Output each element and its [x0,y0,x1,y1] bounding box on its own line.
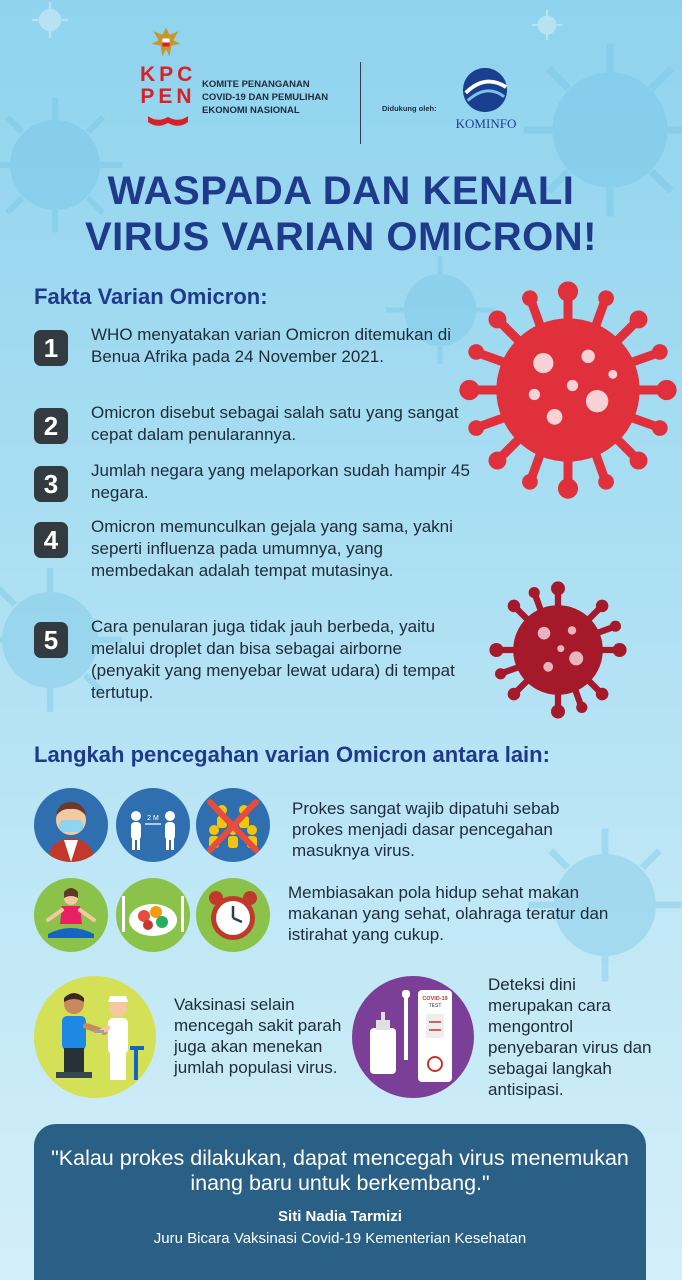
header-divider [360,62,361,144]
crowd-circle [196,788,270,862]
kpcpen-logo [140,64,196,138]
page-title [0,168,682,260]
vaccination-icon [34,976,156,1098]
rest-circle [196,878,270,952]
distance-circle [116,788,190,862]
prokes-text: Prokes sangat wajib dipatuhi sebab prokes menjadi dasar pencegahan masuknya virus. [292,799,560,860]
fact-number-badge: 4 [34,522,68,558]
dark-red-virus-icon [488,580,628,720]
kpcpen-logo-text [140,64,196,108]
support-label: Didukung oleh: [382,104,437,113]
fact-text: Cara penularan juga tidak jauh berbeda, yaitu melalui droplet dan bisa sebagai airborne (penyakit yang menyebar lewat udara) di tempat tertutup. [91,617,455,702]
facts-heading: Fakta Varian Omicron: [34,284,268,309]
fact-number-badge: 2 [34,408,68,444]
title-line-2: VIRUS VARIAN OMICRON! [85,215,597,259]
quote-text: "Kalau prokes dilakukan, dapat mencegah virus menemukan inang baru untuk berkembang." [51,1146,629,1195]
vaccination-text: Vaksinasi selain mencegah sakit parah juga akan menekan jumlah populasi virus. [174,995,342,1077]
test-circle [352,976,474,1098]
kominfo-label: KOMINFO [455,116,517,131]
quote-role: Juru Bicara Vaksinasi Covid-19 Kementerian Kesehatan [153,1230,527,1247]
header [0,20,682,130]
title-line-1: WASPADA DAN KENALI [107,169,575,213]
test-kit-label: COVID-19 [422,996,448,1002]
quote-box [34,1124,646,1280]
fact-text: Omicron memunculkan gejala yang sama, yakni seperti influenza pada umumnya, yang membedakan adalah tempat mutasinya. [91,517,453,580]
fact-number-badge: 5 [34,622,68,658]
yoga-icon [34,878,108,952]
covid-test-kit-icon [352,976,474,1098]
yoga-circle [34,878,108,952]
healthy-food-icon [116,878,190,952]
quote-author: Siti Nadia Tarmizi [278,1208,402,1225]
social-distance-icon [116,788,190,862]
garuda-emblem-icon [148,24,184,60]
kpcpen-letters-bottom: PEN [140,85,196,108]
healthy-lifestyle-text: Membiasakan pola hidup sehat makan makanan yang sehat, olahraga teratur dan istirahat yang cukup. [288,883,609,944]
alarm-clock-icon [196,878,270,952]
face-mask-icon [34,788,108,862]
committee-name: KOMITE PENANGANAN COVID-19 DAN PEMULIHAN EKONOMI NASIONAL [202,79,329,116]
kpcpen-letters-top: KPC [140,63,197,86]
mask-circle [34,788,108,862]
vaccine-circle [34,976,156,1098]
no-crowd-icon [196,788,270,862]
fact-text: Jumlah negara yang melaporkan sudah hampir 45 negara. [91,461,470,502]
kominfo-logo-icon [456,66,514,114]
fact-text: WHO menyatakan varian Omicron ditemukan di Benua Afrika pada 24 November 2021. [91,325,451,366]
red-virus-icon [456,278,680,502]
distance-label: 2 M [147,815,159,822]
book-icon [146,114,190,130]
test-kit-sublabel: TEST [428,1003,442,1009]
detection-text: Deteksi dini merupakan cara mengontrol penyebaran virus dan sebagai langkah antisipasi. [488,975,652,1099]
fact-text: Omicron disebut sebagai salah satu yang sangat cepat dalam penularannya. [91,403,459,444]
fact-number-badge: 3 [34,466,68,502]
food-circle [116,878,190,952]
prevention-heading: Langkah pencegahan varian Omicron antara lain: [34,742,550,767]
fact-number-badge: 1 [34,330,68,366]
